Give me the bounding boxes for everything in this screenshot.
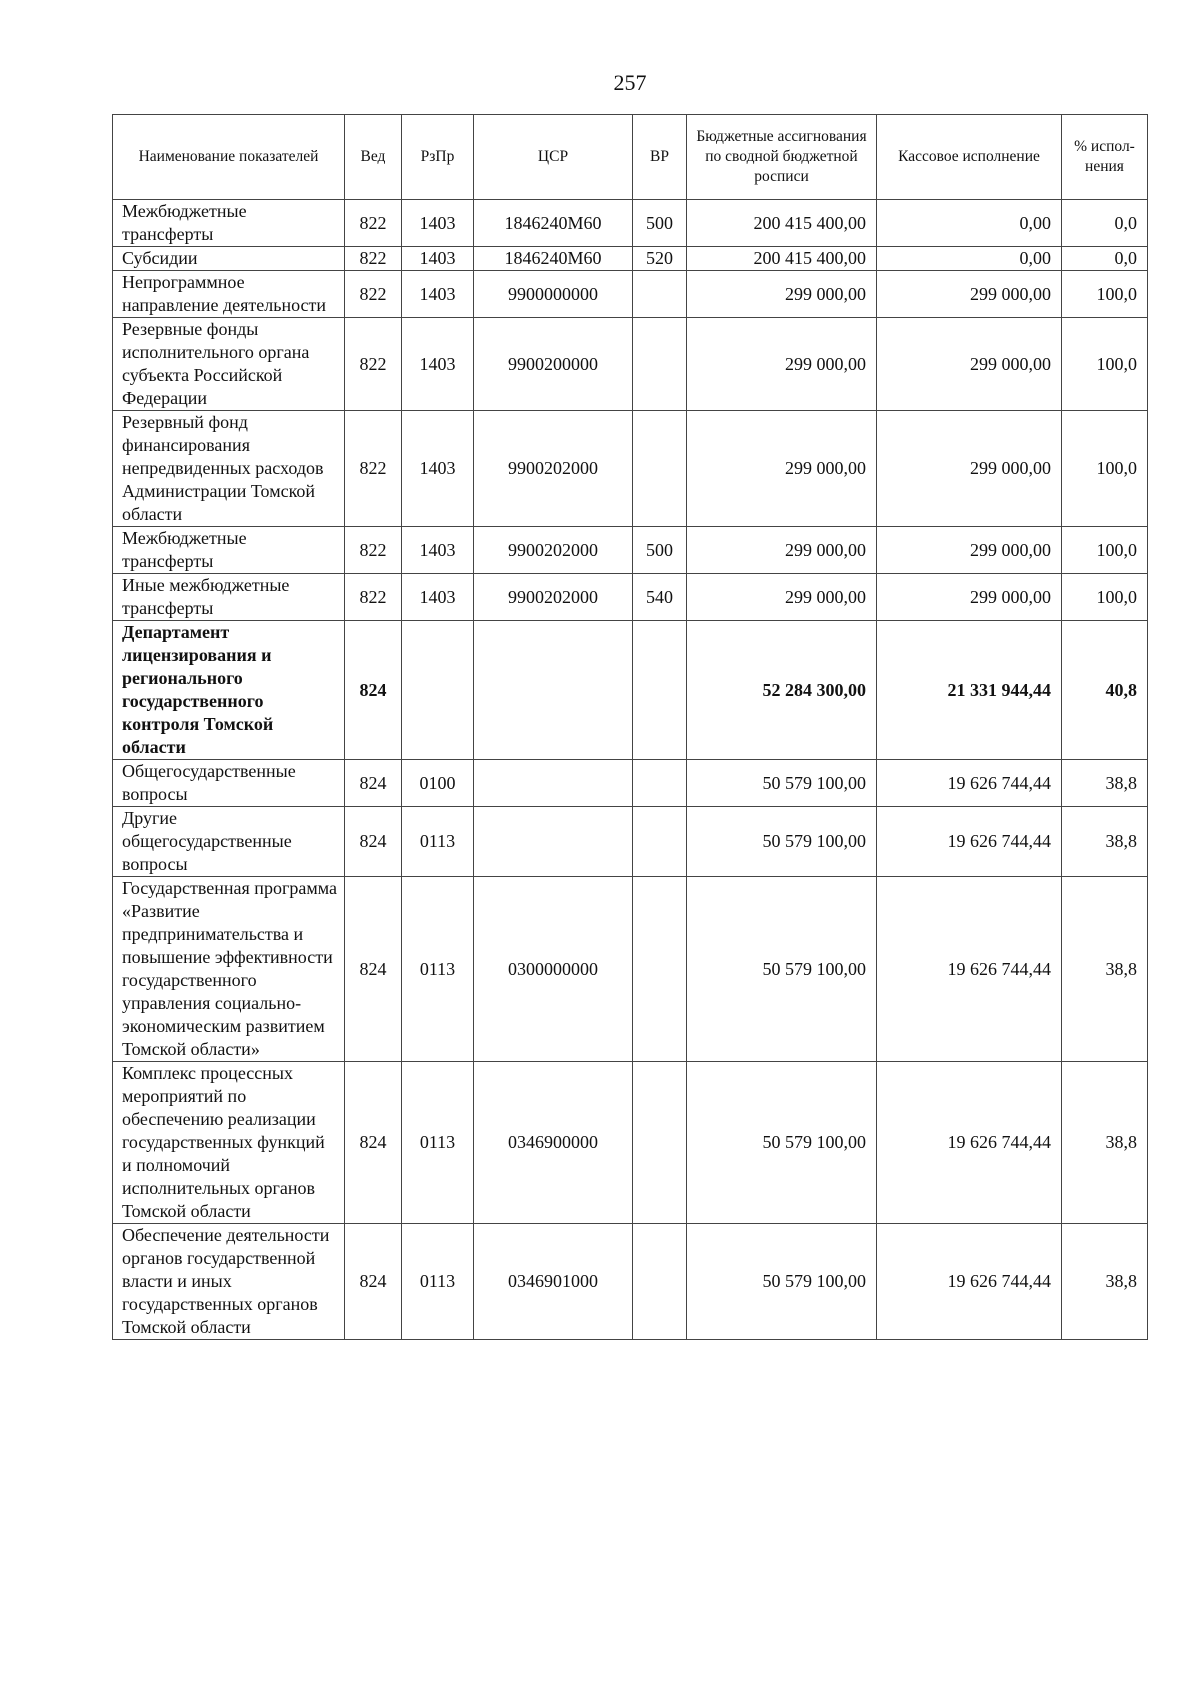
cell-budget: 200 415 400,00 [687, 200, 877, 247]
header-cash: Кассовое исполнение [877, 115, 1062, 200]
cell-cash: 299 000,00 [877, 574, 1062, 621]
cell-ved: 824 [345, 760, 402, 807]
cell-ved: 822 [345, 574, 402, 621]
cell-ved: 822 [345, 318, 402, 411]
cell-name: Межбюджетные трансферты [113, 200, 345, 247]
cell-budget: 299 000,00 [687, 574, 877, 621]
cell-rzpr: 1403 [402, 574, 474, 621]
cell-percent: 0,0 [1062, 200, 1148, 247]
cell-rzpr: 1403 [402, 411, 474, 527]
cell-csr: 0346901000 [474, 1224, 633, 1340]
cell-csr: 9900202000 [474, 527, 633, 574]
cell-csr: 9900200000 [474, 318, 633, 411]
cell-budget: 299 000,00 [687, 318, 877, 411]
cell-cash: 0,00 [877, 247, 1062, 271]
cell-ved: 822 [345, 247, 402, 271]
header-budget: Бюджетные ассигнования по сводной бюджетной росписи [687, 115, 877, 200]
cell-name: Непрограммное направление деятельности [113, 271, 345, 318]
cell-rzpr: 0113 [402, 1062, 474, 1224]
cell-name: Резервные фонды исполнительного органа субъекта Российской Федерации [113, 318, 345, 411]
table-header-row [113, 115, 1148, 200]
cell-cash: 299 000,00 [877, 271, 1062, 318]
cell-vr [633, 411, 687, 527]
cell-csr: 1846240М60 [474, 247, 633, 271]
cell-vr [633, 271, 687, 318]
page-number: 257 [613, 70, 647, 95]
cell-ved: 822 [345, 200, 402, 247]
cell-name: Резервный фонд финансирования непредвиденных расходов Администрации Томской области [113, 411, 345, 527]
cell-vr [633, 760, 687, 807]
cell-percent: 38,8 [1062, 877, 1148, 1062]
cell-percent: 100,0 [1062, 271, 1148, 318]
cell-budget: 50 579 100,00 [687, 877, 877, 1062]
cell-ved: 822 [345, 411, 402, 527]
table-row [113, 1062, 1148, 1224]
cell-percent: 100,0 [1062, 574, 1148, 621]
cell-vr [633, 877, 687, 1062]
cell-cash: 299 000,00 [877, 527, 1062, 574]
cell-budget: 299 000,00 [687, 271, 877, 318]
table-row [113, 574, 1148, 621]
cell-rzpr: 1403 [402, 527, 474, 574]
cell-percent: 0,0 [1062, 247, 1148, 271]
cell-rzpr: 0113 [402, 1224, 474, 1340]
cell-cash: 19 626 744,44 [877, 807, 1062, 877]
cell-cash: 19 626 744,44 [877, 1224, 1062, 1340]
cell-ved: 822 [345, 271, 402, 318]
table-row [113, 1224, 1148, 1340]
cell-rzpr: 0113 [402, 807, 474, 877]
cell-csr: 9900202000 [474, 411, 633, 527]
cell-percent: 100,0 [1062, 527, 1148, 574]
cell-cash: 0,00 [877, 200, 1062, 247]
cell-ved: 824 [345, 1062, 402, 1224]
cell-percent: 100,0 [1062, 411, 1148, 527]
cell-vr [633, 621, 687, 760]
table-row [113, 271, 1148, 318]
cell-csr [474, 760, 633, 807]
cell-csr [474, 621, 633, 760]
table-row [113, 411, 1148, 527]
cell-ved: 824 [345, 877, 402, 1062]
cell-rzpr [402, 621, 474, 760]
cell-cash: 19 626 744,44 [877, 1062, 1062, 1224]
cell-vr: 520 [633, 247, 687, 271]
cell-name: Иные межбюджетные трансферты [113, 574, 345, 621]
cell-budget: 299 000,00 [687, 411, 877, 527]
cell-rzpr: 0100 [402, 760, 474, 807]
cell-budget: 50 579 100,00 [687, 807, 877, 877]
cell-percent: 100,0 [1062, 318, 1148, 411]
cell-rzpr: 1403 [402, 271, 474, 318]
cell-name: Общегосударственные вопросы [113, 760, 345, 807]
cell-csr: 9900202000 [474, 574, 633, 621]
table-row [113, 807, 1148, 877]
cell-csr: 1846240М60 [474, 200, 633, 247]
cell-name: Государственная программа «Развитие предпринимательства и повышение эффективности государственного управления социально-экономическим развитием Томской области» [113, 877, 345, 1062]
cell-vr: 500 [633, 200, 687, 247]
table-row [113, 200, 1148, 247]
cell-rzpr: 1403 [402, 247, 474, 271]
cell-vr: 500 [633, 527, 687, 574]
cell-vr [633, 1062, 687, 1224]
cell-vr [633, 807, 687, 877]
cell-name: Комплекс процессных мероприятий по обеспечению реализации государственных функций и полномочий исполнительных органов Томской области [113, 1062, 345, 1224]
header-percent: % испол-нения [1062, 115, 1148, 200]
cell-budget: 200 415 400,00 [687, 247, 877, 271]
cell-ved: 824 [345, 621, 402, 760]
cell-vr [633, 318, 687, 411]
table-row [113, 318, 1148, 411]
table-row [113, 760, 1148, 807]
cell-budget: 50 579 100,00 [687, 1224, 877, 1340]
cell-budget: 52 284 300,00 [687, 621, 877, 760]
cell-csr [474, 807, 633, 877]
cell-name: Субсидии [113, 247, 345, 271]
cell-budget: 299 000,00 [687, 527, 877, 574]
header-rzpr: РзПр [402, 115, 474, 200]
cell-ved: 822 [345, 527, 402, 574]
cell-csr: 9900000000 [474, 271, 633, 318]
cell-cash: 299 000,00 [877, 411, 1062, 527]
table-row [113, 527, 1148, 574]
cell-budget: 50 579 100,00 [687, 1062, 877, 1224]
header-csr: ЦСР [474, 115, 633, 200]
header-name: Наименование показателей [113, 115, 345, 200]
cell-cash: 19 626 744,44 [877, 877, 1062, 1062]
cell-vr [633, 1224, 687, 1340]
cell-cash: 299 000,00 [877, 318, 1062, 411]
cell-name: Департамент лицензирования и регионального государственного контроля Томской области [113, 621, 345, 760]
cell-rzpr: 1403 [402, 318, 474, 411]
cell-rzpr: 1403 [402, 200, 474, 247]
cell-vr: 540 [633, 574, 687, 621]
budget-table [112, 114, 1148, 1340]
cell-rzpr: 0113 [402, 877, 474, 1062]
table-body [113, 200, 1148, 1340]
cell-percent: 38,8 [1062, 760, 1148, 807]
cell-percent: 38,8 [1062, 1224, 1148, 1340]
cell-percent: 38,8 [1062, 807, 1148, 877]
cell-budget: 50 579 100,00 [687, 760, 877, 807]
cell-percent: 40,8 [1062, 621, 1148, 760]
table-row [113, 621, 1148, 760]
cell-csr: 0300000000 [474, 877, 633, 1062]
cell-name: Межбюджетные трансферты [113, 527, 345, 574]
cell-ved: 824 [345, 1224, 402, 1340]
cell-csr: 0346900000 [474, 1062, 633, 1224]
cell-cash: 19 626 744,44 [877, 760, 1062, 807]
cell-name: Обеспечение деятельности органов государственной власти и иных государственных органов Томской области [113, 1224, 345, 1340]
cell-percent: 38,8 [1062, 1062, 1148, 1224]
cell-cash: 21 331 944,44 [877, 621, 1062, 760]
header-vr: ВР [633, 115, 687, 200]
table-row [113, 877, 1148, 1062]
cell-ved: 824 [345, 807, 402, 877]
header-ved: Вед [345, 115, 402, 200]
table-row [113, 247, 1148, 271]
cell-name: Другие общегосударственные вопросы [113, 807, 345, 877]
